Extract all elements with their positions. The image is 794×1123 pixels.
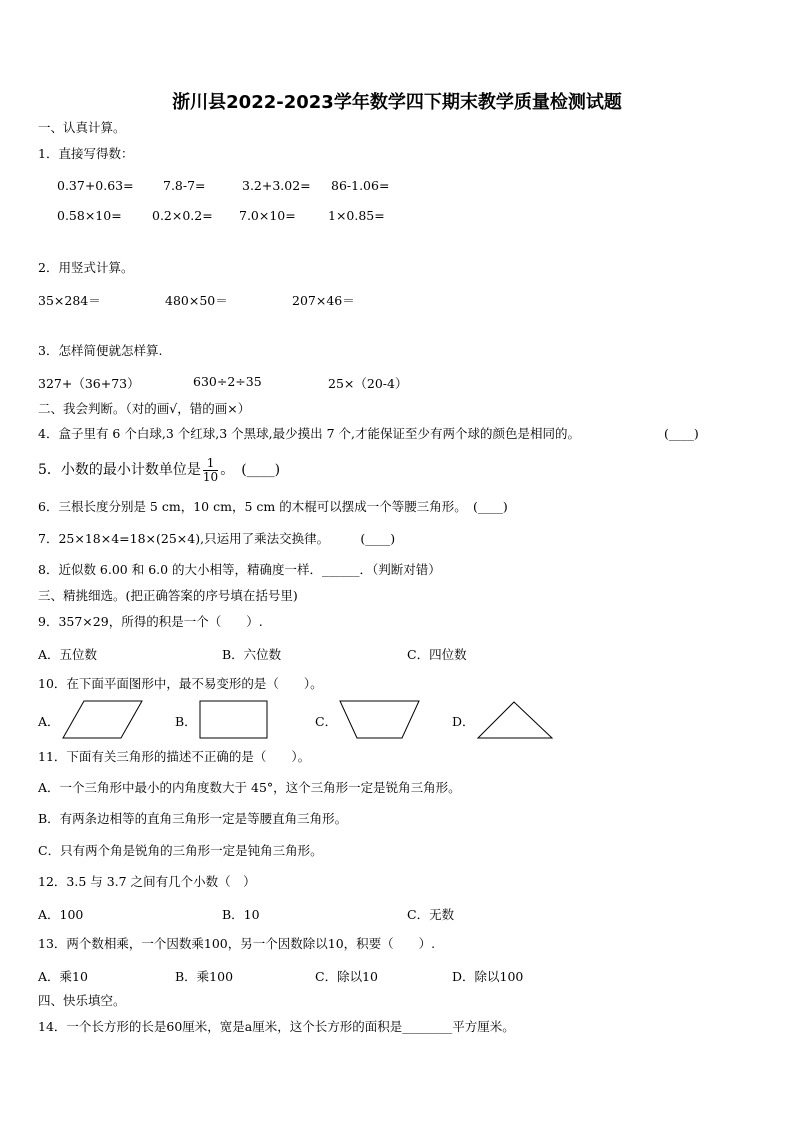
q3-expr: 25×（20-4） (328, 376, 408, 391)
q3-expr: 630÷2÷35 (193, 374, 262, 389)
q2-expr: 207×46＝ (292, 293, 355, 308)
page-title: 浙川县2022-2023学年数学四下期末教学质量检测试题 (172, 92, 622, 113)
q10-option-d: D． (452, 714, 475, 729)
q10-option-c: C． (315, 714, 338, 729)
question-6 (38, 499, 508, 515)
q1-expr: 0.58×10= (57, 208, 122, 223)
question-4 (38, 426, 580, 442)
question-3-label: 3．怎样简便就怎样算. (38, 343, 163, 358)
q13-option-d: D．除以100 (452, 969, 524, 984)
question-7 (38, 531, 395, 547)
q1-expr: 0.37+0.63= (57, 178, 134, 193)
q1-expr: 86-1.06= (331, 178, 390, 193)
q3-expr: 327+（36+73） (38, 376, 140, 391)
q1-expr: 3.2+3.02= (242, 178, 311, 193)
fraction-denominator: 10 (202, 469, 219, 484)
question-14: 14．一个长方形的长是60厘米，宽是a厘米，这个长方形的面积是________平方厘米。 (38, 1019, 515, 1034)
q10-option-b: B． (175, 714, 197, 729)
q10-option-a: A． (38, 714, 60, 729)
question-6-answer-blank: (____) (472, 499, 508, 514)
question-4-text: 4．盒子里有 6 个白球,3 个红球,3 个黑球,最少摸出 7 个,才能保证至少有两个球的颜色是相同的。 (38, 426, 580, 441)
question-11: 11．下面有关三角形的描述不正确的是（ ）。 (38, 749, 311, 764)
parallelogram-shape (62, 700, 144, 740)
q9-option-a: A．五位数 (38, 647, 98, 662)
question-8: 8．近似数 6.00 和 6.0 的大小相等，精确度一样．______．（判断对错） (38, 562, 441, 577)
q13-option-b: B．乘100 (175, 969, 234, 984)
section-1-heading: 一、认真计算。 (38, 120, 126, 135)
question-12: 12．3.5 与 3.7 之间有几个小数（ ） (38, 874, 256, 889)
triangle-shape (476, 700, 554, 740)
q1-expr: 1×0.85= (328, 208, 385, 223)
q11-option-a: A．一个三角形中最小的内角度数大于 45°，这个三角形一定是锐角三角形。 (38, 780, 461, 795)
question-1-label: 1．直接写得数： (38, 146, 134, 161)
q13-option-c: C．除以10 (315, 969, 378, 984)
question-6-text: 6．三根长度分别是 5 cm，10 cm，5 cm 的木棍可以摆成一个等腰三角形。 (38, 499, 461, 514)
q12-option-c: C．无数 (407, 907, 455, 922)
question-4-answer-blank: (____) (664, 426, 699, 441)
rectangle-shape (199, 700, 269, 740)
question-5-answer-blank: (____) (241, 462, 281, 478)
fraction (203, 457, 218, 484)
question-10: 10．在下面平面图形中，最不易变形的是（ ）。 (38, 676, 323, 691)
question-13: 13．两个数相乘，一个因数乘100，另一个因数除以10，积要（ ）. (38, 936, 436, 951)
question-9: 9．357×29，所得的积是一个（ ）. (38, 614, 263, 629)
q12-option-a: A．100 (38, 907, 84, 922)
question-7-answer-blank: (____) (360, 531, 396, 546)
section-3-heading: 三、精挑细选。(把正确答案的序号填在括号里) (38, 588, 298, 603)
question-7-text: 7．25×18×4=18×(25×4),只运用了乘法交换律。 (38, 531, 323, 546)
q11-option-c: C．只有两个角是锐角的三角形一定是钝角三角形。 (38, 843, 323, 858)
q1-expr: 7.8-7= (163, 178, 206, 193)
q9-option-c: C．四位数 (407, 647, 467, 662)
q2-expr: 480×50＝ (165, 293, 228, 308)
question-2-label: 2．用竖式计算。 (38, 260, 134, 275)
question-5-tail: 。 (220, 462, 228, 478)
section-4-heading: 四、快乐填空。 (38, 993, 126, 1008)
q12-option-b: B．10 (222, 907, 260, 922)
question-5 (38, 453, 280, 487)
question-5-text: 5．小数的最小计数单位是 (38, 462, 201, 478)
q1-expr: 0.2×0.2= (152, 208, 213, 223)
section-2-heading: 二、我会判断。（对的画√，错的画×） (38, 401, 251, 416)
fraction-numerator: 1 (203, 457, 218, 471)
q1-expr: 7.0×10= (239, 208, 296, 223)
q9-option-b: B．六位数 (222, 647, 282, 662)
q13-option-a: A．乘10 (38, 969, 88, 984)
trapezoid-shape (339, 700, 421, 740)
q11-option-b: B．有两条边相等的直角三角形一定是等腰直角三角形。 (38, 811, 348, 826)
q2-expr: 35×284＝ (38, 293, 101, 308)
